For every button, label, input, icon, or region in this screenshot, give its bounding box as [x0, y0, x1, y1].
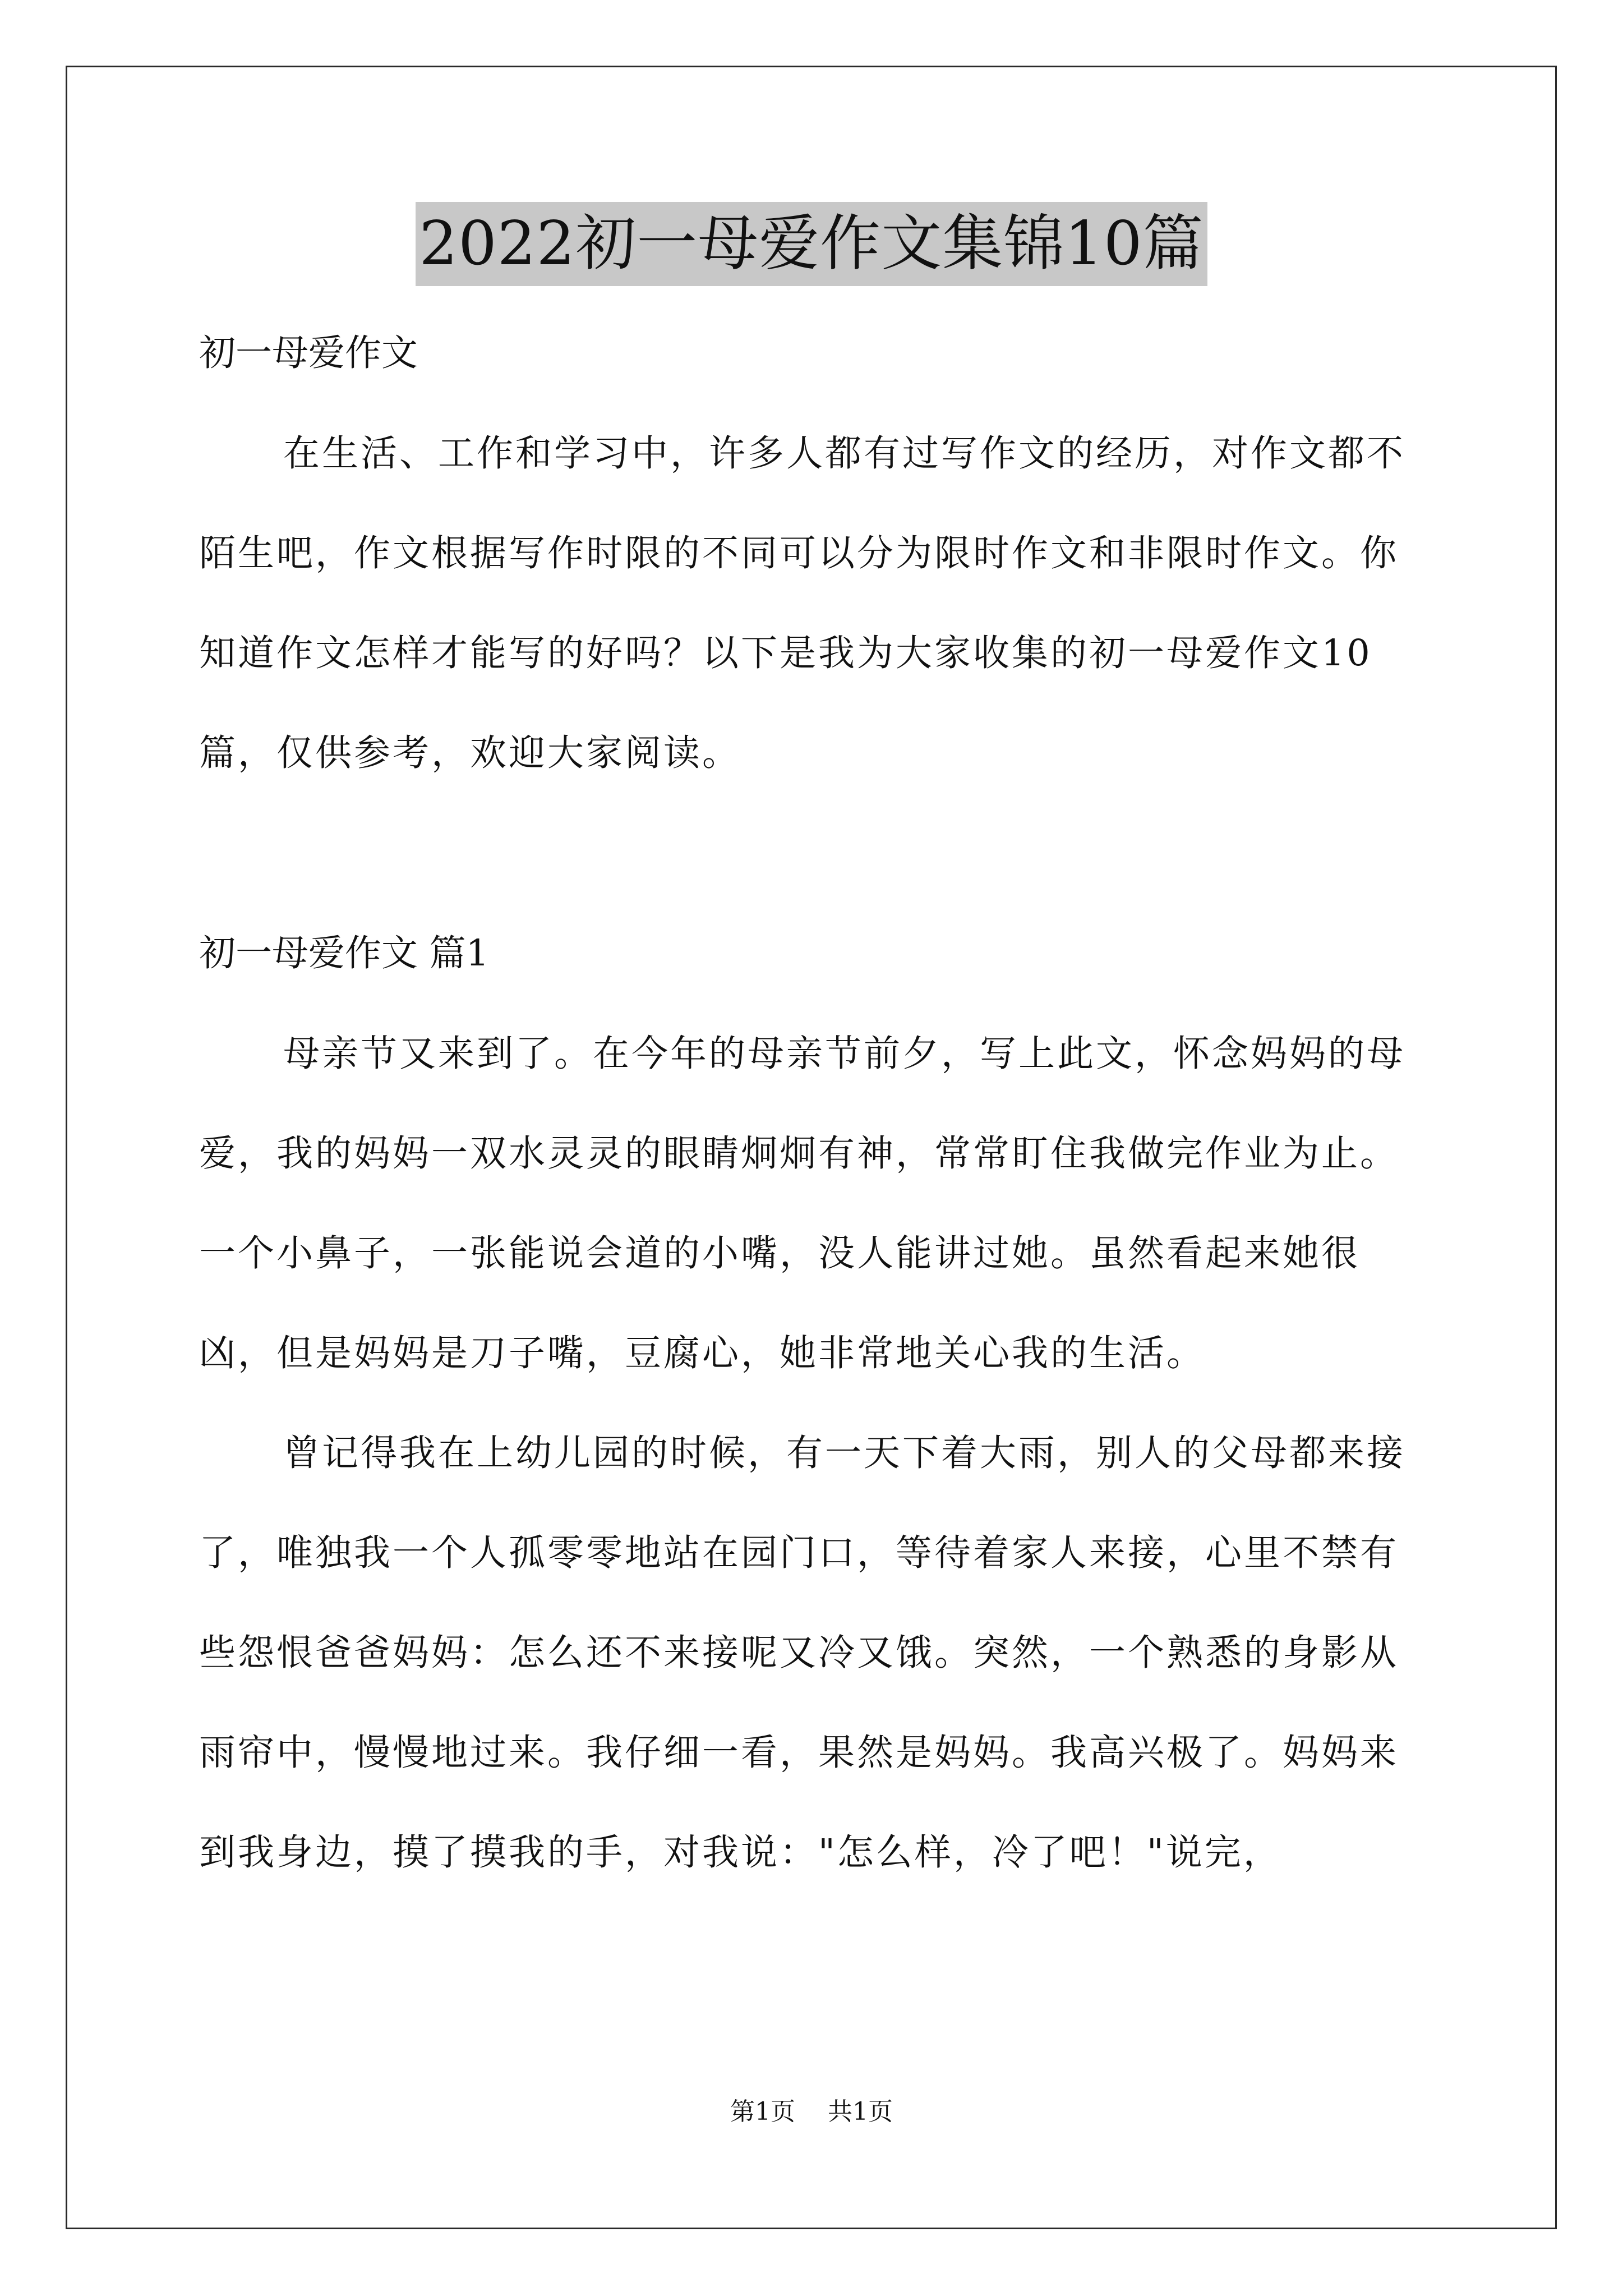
page-total: 共1页	[828, 2097, 893, 2126]
document-body	[199, 303, 1433, 1903]
intro-heading: 初一母爱作文	[199, 332, 418, 374]
document-title: 2022初一母爱作文集锦10篇	[416, 202, 1207, 286]
section-heading: 初一母爱作文 篇1	[199, 932, 490, 974]
body-paragraph: 曾记得我在上幼儿园的时候，有一天下着大雨，别人的父母都来接了，唯独我一个人孤零零地站在园门口，等待着家人来接，心里不禁有些怨恨爸爸妈妈：怎么还不来接呢又冷又饿。突然，一个熟悉的身影从雨帘中，慢慢地过来。我仔细一看，果然是妈妈。我高兴极了。妈妈来到我身边，摸了摸我的手，对我说："怎么样，冷了吧！"说完，	[199, 1432, 1406, 1874]
title-container	[0, 202, 1623, 286]
intro-paragraph: 在生活、工作和学习中，许多人都有过写作文的经历，对作文都不陌生吧，作文根据写作时限的不同可以分为限时作文和非限时作文。你知道作文怎样才能写的好吗？以下是我为大家收集的初一母爱作文10篇，仅供参考，欢迎大家阅读。	[199, 432, 1406, 774]
page-footer	[0, 2095, 1623, 2129]
body-paragraph: 母亲节又来到了。在今年的母亲节前夕，写上此文，怀念妈妈的母爱，我的妈妈一双水灵灵的眼睛炯炯有神，常常盯住我做完作业为止。一个小鼻子，一张能说会道的小嘴，没人能讲过她。虽然看起来她很凶，但是妈妈是刀子嘴，豆腐心，她非常地关心我的生活。	[199, 1033, 1406, 1374]
section-spacer	[199, 803, 1433, 903]
page-number: 第1页	[730, 2097, 795, 2126]
